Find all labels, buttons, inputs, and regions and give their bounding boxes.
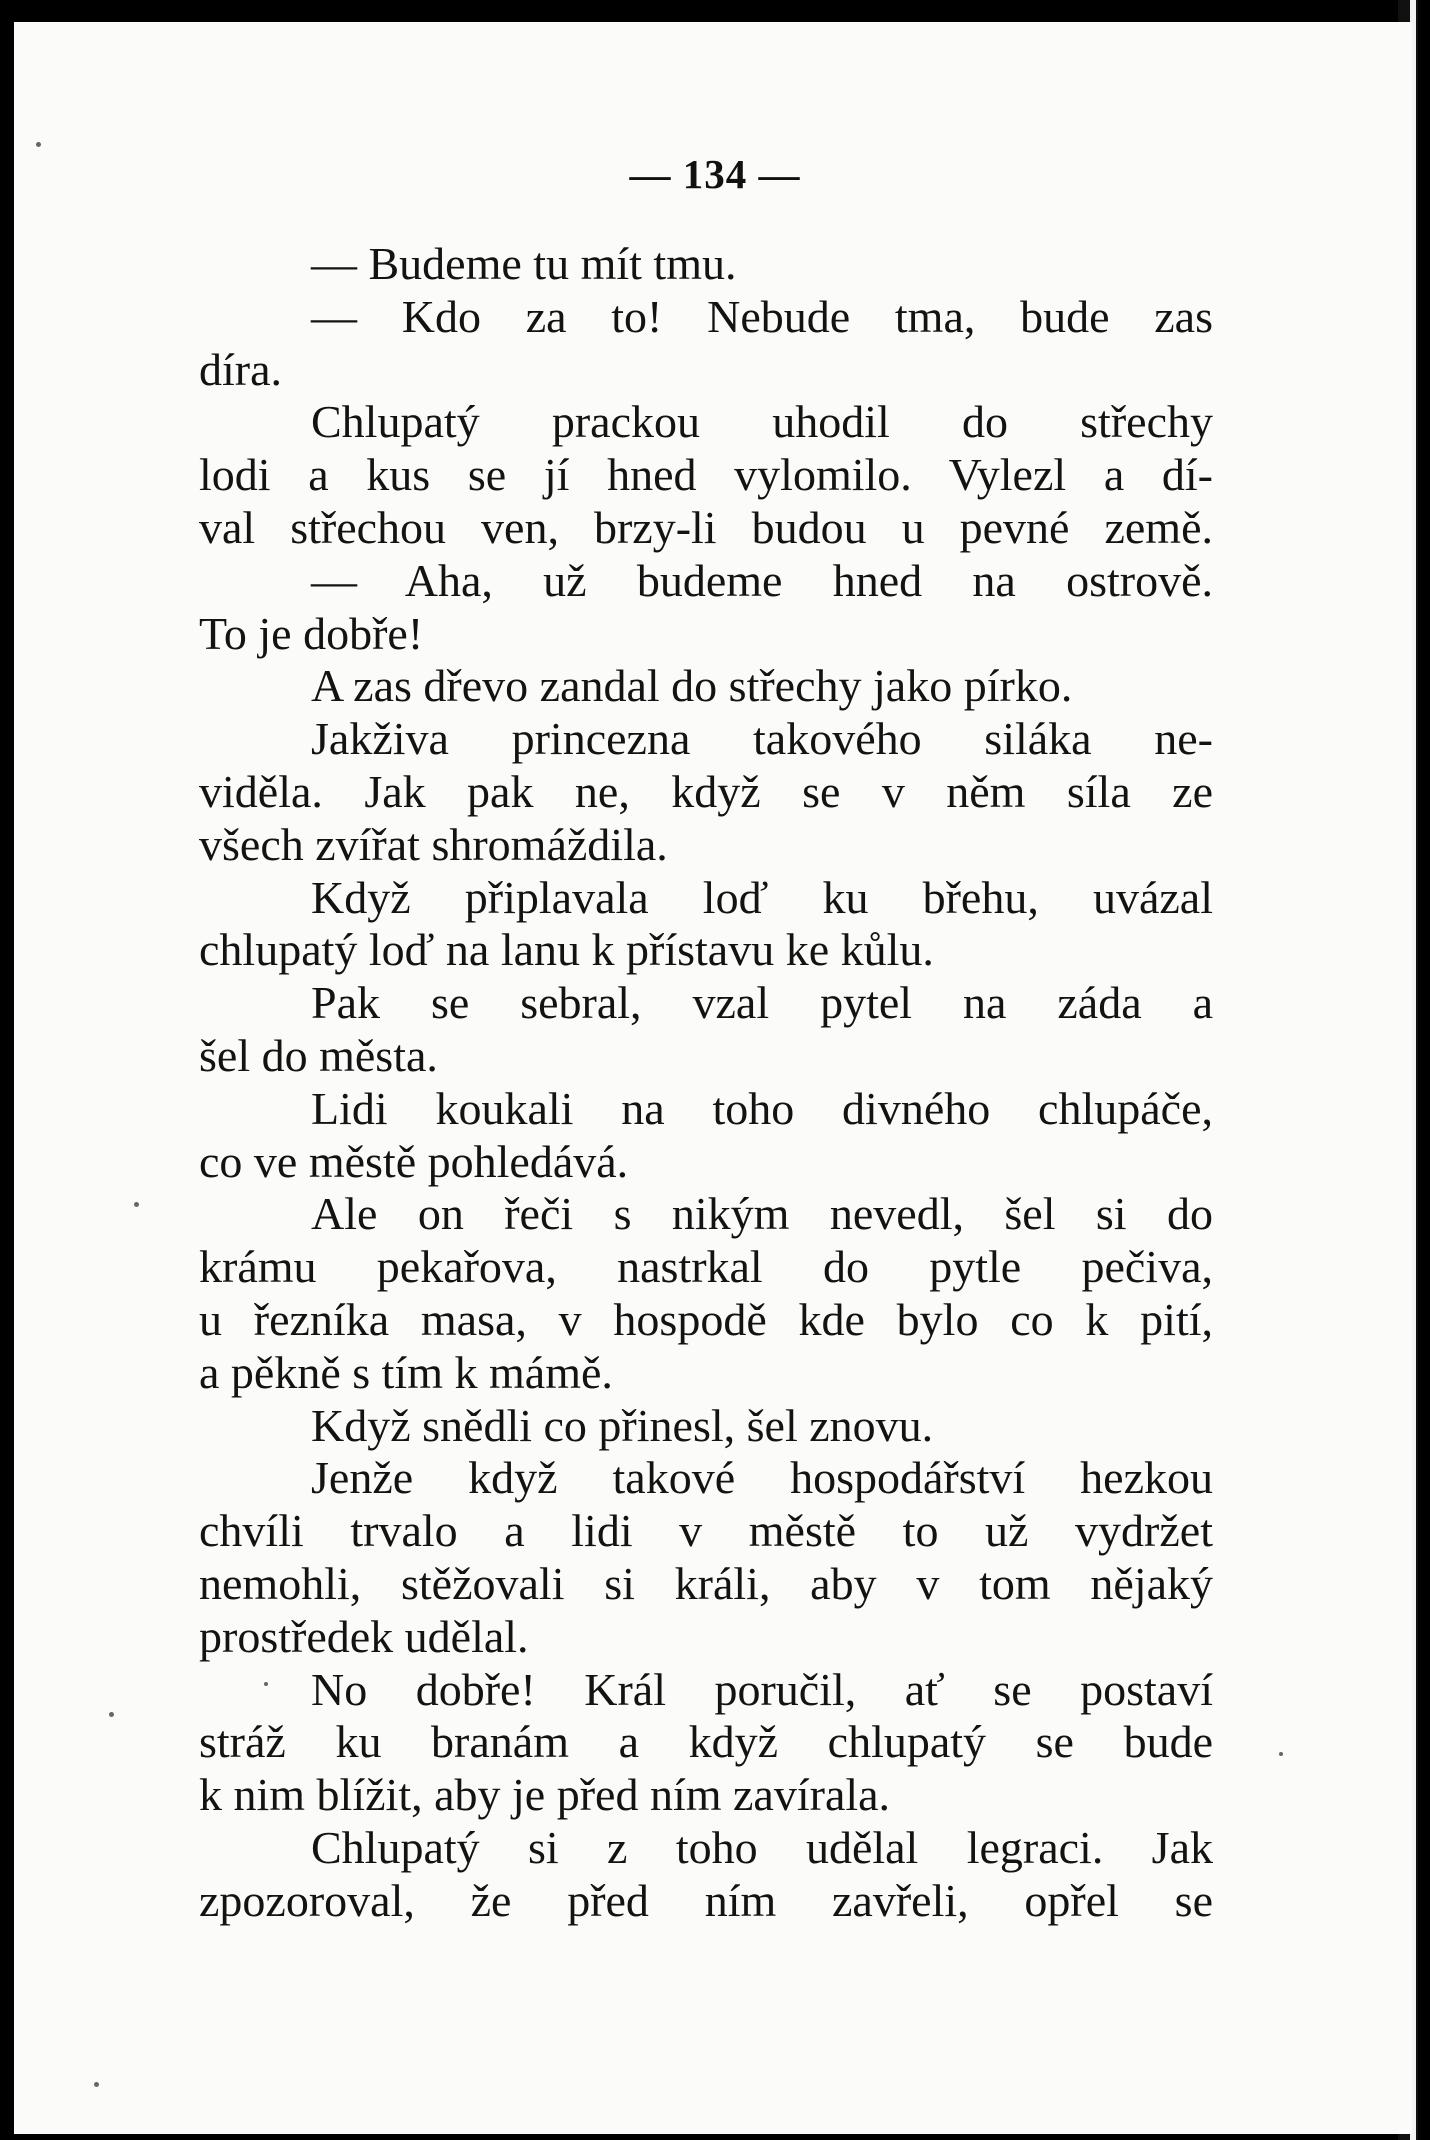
text-line: chvíli trvalo a lidi v městě to už vydržet [199, 1505, 1213, 1557]
text-line: Lidi koukali na toho divného chlupáče, [311, 1082, 1213, 1134]
text-line: viděla. Jak pak ne, když se v něm síla ze [199, 765, 1213, 817]
body-text [199, 238, 1213, 1928]
paper-speck [94, 2082, 99, 2087]
text-line: Pak se sebral, vzal pytel na záda a [311, 977, 1213, 1029]
text-line: Ale on řeči s nikým nevedl, šel si do [311, 1188, 1213, 1240]
text-line: Chlupatý si z toho udělal legraci. Jak [311, 1821, 1213, 1873]
paper-speck [36, 142, 41, 147]
text-line: u řezníka masa, v hospodě kde bylo co k pití, [199, 1293, 1213, 1345]
text-line: Když snědli co přinesl, šel znovu. [311, 1399, 934, 1451]
text-line: zpozoroval, že před ním zavřeli, opřel se [199, 1874, 1213, 1926]
text-line: Jakživa princezna takového siláka ne- [311, 713, 1213, 765]
text-line: šel do města. [199, 1029, 438, 1081]
text-line: Jenže když takové hospodářství hezkou [311, 1452, 1213, 1504]
text-line: Když připlavala loď ku břehu, uvázal [311, 871, 1213, 923]
text-line: No dobře! Král poručil, ať se postaví [311, 1663, 1213, 1715]
text-line: stráž ku branám a když chlupatý se bude [199, 1716, 1213, 1768]
text-line: všech zvířat shromáždila. [199, 818, 668, 870]
text-line: Chlupatý prackou uhodil do střechy [311, 396, 1213, 448]
text-line: nemohli, stěžovali si králi, aby v tom nějaký [199, 1557, 1213, 1609]
paper-speck [109, 1712, 114, 1717]
text-line: A zas dřevo zandal do střechy jako pírko. [311, 660, 1073, 712]
text-line: lodi a kus se jí hned vylomilo. Vylezl a dí- [199, 449, 1213, 501]
text-line: co ve městě pohledává. [199, 1135, 629, 1187]
text-line: krámu pekařova, nastrkal do pytle pečiva, [199, 1241, 1213, 1293]
paper-speck [1279, 1752, 1283, 1756]
page-number: — 134 — [629, 151, 801, 197]
text-line: — Aha, už budeme hned na ostrově. [311, 554, 1213, 606]
paper-speck [134, 1202, 139, 1207]
text-line: chlupatý loď na lanu k přístavu ke kůlu. [199, 924, 934, 976]
text-line: díra. [199, 343, 283, 395]
text-line: prostředek udělal. [199, 1610, 529, 1662]
text-line: To je dobře! [199, 607, 424, 659]
text-line: — Budeme tu mít tmu. [311, 238, 737, 289]
text-line: — Kdo za to! Nebude tma, bude zas [311, 290, 1213, 342]
text-line: val střechou ven, brzy-li budou u pevné země. [199, 501, 1213, 553]
text-line: a pěkně s tím k mámě. [199, 1346, 613, 1398]
text-line: k nim blížit, aby je před ním zavírala. [199, 1769, 891, 1821]
